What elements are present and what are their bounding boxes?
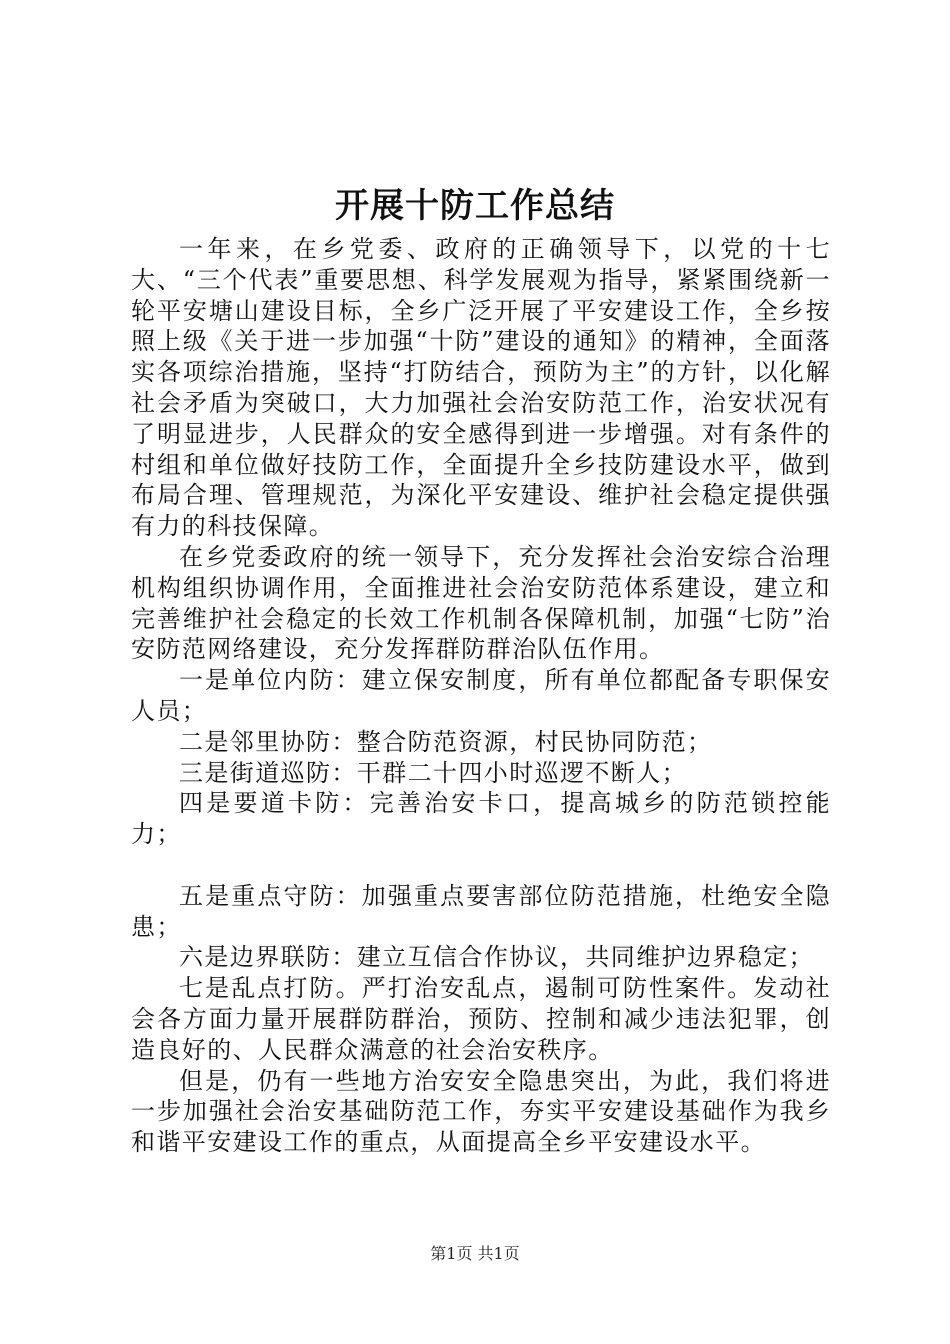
paragraph-item-7: 七是乱点打防。严打治安乱点，遏制可防性案件。发动社会各方面力量开展群防群治，预防、控制和减少违法犯罪，创造良好的、人民群众满意的社会治安秩序。	[131, 974, 831, 1064]
paragraph-conclusion: 但是，仍有一些地方治安安全隐患突出，为此，我们将进一步加强社会治安基础防范工作，夯实平安建设基础作为我乡和谐平安建设工作的重点，从面提高全乡平安建设水平。	[131, 1066, 831, 1157]
page-footer: 第1页 共1页	[430, 1244, 520, 1263]
paragraph-leadership: 在乡党委政府的统一领导下，充分发挥社会治安综合治理机构组织协调作用，全面推进社会治安防范体系建设，建立和完善维护社会稳定的长效工作机制各保障机制，加强“七防”治安防范网络建设，充分发挥群防群治队伍作用。	[131, 542, 831, 664]
paragraph-item-5: 五是重点守防：加强重点要害部位防范措施，杜绝安全隐患；	[131, 881, 831, 941]
blank-line	[131, 850, 831, 881]
paragraph-item-1: 一是单位内防：建立保安制度，所有单位都配备专职保安人员；	[131, 666, 831, 725]
paragraph-item-6: 六是边界联防：建立互信合作协议，共同维护边界稳定；	[179, 943, 814, 972]
paragraph-intro: 一年来，在乡党委、政府的正确领导下，以党的十七大、“三个代表”重要思想、科学发展观为指导，紧紧围绕新一轮平安塘山建设目标，全乡广泛开展了平安建设工作，全乡按照上级《关于进一步加强“十防”建设的通知》的精神，全面落实各项综治措施，坚持“打防结合，预防为主”的方针，以化解社会矛盾为突破口，大力加强社会治安防范工作，治安状况有了明显进步，人民群众的安全感得到进一步增强。对有条件的村组和单位做好技防工作，全面提升全乡技防建设水平，做到布局合理、管理规范，为深化平安建设、维护社会稳定提供强有力的科技保障。	[131, 235, 831, 541]
document-title: 开展十防工作总结	[335, 186, 615, 226]
document-body	[131, 234, 831, 1158]
paragraph-item-4: 四是要道卡防：完善治安卡口，提高城乡的防范锁控能力；	[131, 789, 831, 849]
paragraph-item-2: 二是邻里协防：整合防范资源，村民协同防范；	[179, 727, 713, 756]
paragraph-item-3: 三是街道巡防：干群二十四小时巡逻不断人；	[179, 758, 687, 787]
